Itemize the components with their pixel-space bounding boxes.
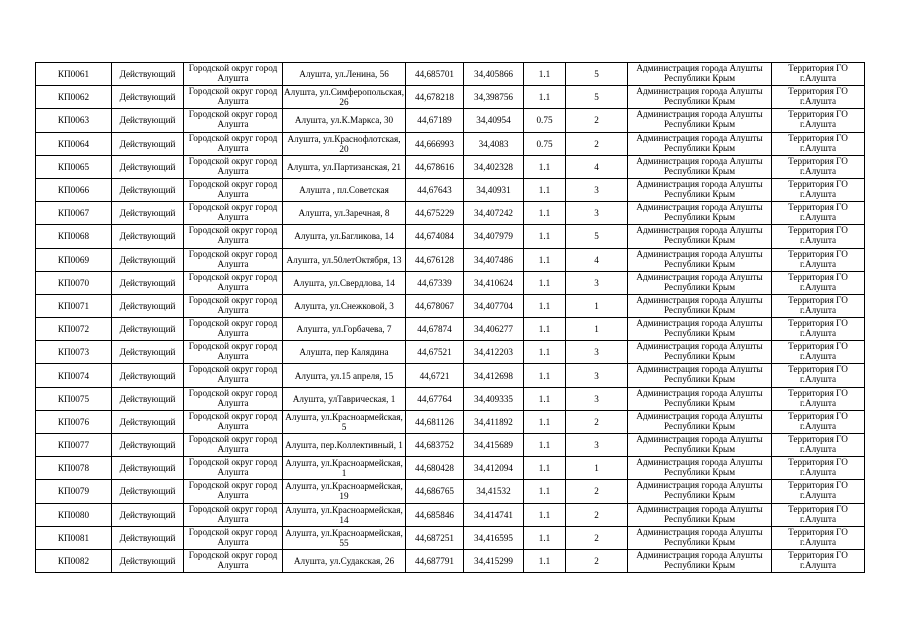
district-cell: Городской округ город Алушта xyxy=(184,202,283,225)
territory-cell: Территория ГО г.Алушта xyxy=(772,132,865,155)
district-cell: Городской округ город Алушта xyxy=(184,294,283,317)
status-cell: Действующий xyxy=(112,410,184,433)
container-count-cell: 2 xyxy=(566,109,628,132)
territory-cell: Территория ГО г.Алушта xyxy=(772,364,865,387)
latitude-cell: 44,666993 xyxy=(406,132,464,155)
container-count-cell: 1 xyxy=(566,457,628,480)
latitude-cell: 44,687251 xyxy=(406,526,464,549)
latitude-cell: 44,678067 xyxy=(406,294,464,317)
site-code-cell: КП0067 xyxy=(36,202,112,225)
table-row xyxy=(36,109,865,132)
owner-cell: Администрация города Алушты Республики Крым xyxy=(628,387,772,410)
table-row xyxy=(36,178,865,201)
container-volume-cell: 1.1 xyxy=(524,364,566,387)
district-cell: Городской округ город Алушта xyxy=(184,526,283,549)
table-row xyxy=(36,294,865,317)
container-count-cell: 3 xyxy=(566,341,628,364)
territory-cell: Территория ГО г.Алушта xyxy=(772,410,865,433)
site-code-cell: КП0069 xyxy=(36,248,112,271)
territory-cell: Территория ГО г.Алушта xyxy=(772,63,865,86)
latitude-cell: 44,67643 xyxy=(406,178,464,201)
longitude-cell: 34,40954 xyxy=(464,109,524,132)
site-code-cell: КП0073 xyxy=(36,341,112,364)
address-cell: Алушта, ул.Партизанская, 21 xyxy=(283,155,406,178)
container-count-cell: 3 xyxy=(566,202,628,225)
latitude-cell: 44,685846 xyxy=(406,503,464,526)
site-code-cell: КП0065 xyxy=(36,155,112,178)
longitude-cell: 34,412094 xyxy=(464,457,524,480)
site-code-cell: КП0066 xyxy=(36,178,112,201)
owner-cell: Администрация города Алушты Республики Крым xyxy=(628,364,772,387)
container-count-cell: 3 xyxy=(566,364,628,387)
address-cell: Алушта, ул.Свердлова, 14 xyxy=(283,271,406,294)
site-code-cell: КП0064 xyxy=(36,132,112,155)
site-code-cell: КП0062 xyxy=(36,86,112,109)
container-volume-cell: 1.1 xyxy=(524,178,566,201)
status-cell: Действующий xyxy=(112,526,184,549)
owner-cell: Администрация города Алушты Республики Крым xyxy=(628,109,772,132)
longitude-cell: 34,407704 xyxy=(464,294,524,317)
status-cell: Действующий xyxy=(112,457,184,480)
longitude-cell: 34,40931 xyxy=(464,178,524,201)
address-cell: Алушта, ул.15 апреля, 15 xyxy=(283,364,406,387)
container-count-cell: 2 xyxy=(566,549,628,572)
owner-cell: Администрация города Алушты Республики Крым xyxy=(628,434,772,457)
owner-cell: Администрация города Алушты Республики Крым xyxy=(628,341,772,364)
district-cell: Городской округ город Алушта xyxy=(184,341,283,364)
owner-cell: Администрация города Алушты Республики Крым xyxy=(628,480,772,503)
table-row xyxy=(36,86,865,109)
site-code-cell: КП0071 xyxy=(36,294,112,317)
district-cell: Городской округ город Алушта xyxy=(184,318,283,341)
longitude-cell: 34,412698 xyxy=(464,364,524,387)
territory-cell: Территория ГО г.Алушта xyxy=(772,294,865,317)
status-cell: Действующий xyxy=(112,132,184,155)
status-cell: Действующий xyxy=(112,503,184,526)
table-row xyxy=(36,225,865,248)
territory-cell: Территория ГО г.Алушта xyxy=(772,271,865,294)
longitude-cell: 34,415299 xyxy=(464,549,524,572)
address-cell: Алушта, ул.Горбачева, 7 xyxy=(283,318,406,341)
district-cell: Городской округ город Алушта xyxy=(184,86,283,109)
table-row xyxy=(36,248,865,271)
container-count-cell: 5 xyxy=(566,225,628,248)
status-cell: Действующий xyxy=(112,271,184,294)
district-cell: Городской округ город Алушта xyxy=(184,410,283,433)
status-cell: Действующий xyxy=(112,155,184,178)
status-cell: Действующий xyxy=(112,318,184,341)
address-cell: Алушта, ул.50летОктября, 13 xyxy=(283,248,406,271)
container-count-cell: 1 xyxy=(566,294,628,317)
longitude-cell: 34,410624 xyxy=(464,271,524,294)
table-row xyxy=(36,457,865,480)
status-cell: Действующий xyxy=(112,549,184,572)
territory-cell: Территория ГО г.Алушта xyxy=(772,318,865,341)
longitude-cell: 34,407979 xyxy=(464,225,524,248)
district-cell: Городской округ город Алушта xyxy=(184,434,283,457)
longitude-cell: 34,407486 xyxy=(464,248,524,271)
district-cell: Городской округ город Алушта xyxy=(184,248,283,271)
district-cell: Городской округ город Алушта xyxy=(184,155,283,178)
territory-cell: Территория ГО г.Алушта xyxy=(772,434,865,457)
district-cell: Городской округ город Алушта xyxy=(184,178,283,201)
container-volume-cell: 1.1 xyxy=(524,248,566,271)
table-row xyxy=(36,132,865,155)
address-cell: Алушта, ул.Красноармейская, 19 xyxy=(283,480,406,503)
longitude-cell: 34,409335 xyxy=(464,387,524,410)
latitude-cell: 44,678218 xyxy=(406,86,464,109)
container-count-cell: 2 xyxy=(566,132,628,155)
address-cell: Алушта, ул.Снежковой, 3 xyxy=(283,294,406,317)
district-cell: Городской округ город Алушта xyxy=(184,480,283,503)
table-row xyxy=(36,526,865,549)
site-code-cell: КП0080 xyxy=(36,503,112,526)
owner-cell: Администрация города Алушты Республики Крым xyxy=(628,526,772,549)
owner-cell: Администрация города Алушты Республики Крым xyxy=(628,86,772,109)
container-count-cell: 2 xyxy=(566,503,628,526)
container-volume-cell: 1.1 xyxy=(524,410,566,433)
owner-cell: Администрация города Алушты Республики Крым xyxy=(628,457,772,480)
container-volume-cell: 1.1 xyxy=(524,271,566,294)
owner-cell: Администрация города Алушты Республики Крым xyxy=(628,294,772,317)
latitude-cell: 44,67764 xyxy=(406,387,464,410)
latitude-cell: 44,6721 xyxy=(406,364,464,387)
table-row xyxy=(36,434,865,457)
site-code-cell: КП0078 xyxy=(36,457,112,480)
container-volume-cell: 1.1 xyxy=(524,318,566,341)
latitude-cell: 44,67521 xyxy=(406,341,464,364)
territory-cell: Территория ГО г.Алушта xyxy=(772,202,865,225)
owner-cell: Администрация города Алушты Республики Крым xyxy=(628,155,772,178)
address-cell: Алушта, ул.Ленина, 56 xyxy=(283,63,406,86)
latitude-cell: 44,687791 xyxy=(406,549,464,572)
container-sites-table xyxy=(35,62,865,573)
status-cell: Действующий xyxy=(112,225,184,248)
owner-cell: Администрация города Алушты Республики Крым xyxy=(628,63,772,86)
container-count-cell: 2 xyxy=(566,526,628,549)
container-volume-cell: 1.1 xyxy=(524,294,566,317)
district-cell: Городской округ город Алушта xyxy=(184,132,283,155)
owner-cell: Администрация города Алушты Республики Крым xyxy=(628,549,772,572)
container-count-cell: 3 xyxy=(566,434,628,457)
site-code-cell: КП0074 xyxy=(36,364,112,387)
container-volume-cell: 1.1 xyxy=(524,341,566,364)
latitude-cell: 44,680428 xyxy=(406,457,464,480)
site-code-cell: КП0081 xyxy=(36,526,112,549)
latitude-cell: 44,67339 xyxy=(406,271,464,294)
territory-cell: Территория ГО г.Алушта xyxy=(772,387,865,410)
latitude-cell: 44,676128 xyxy=(406,248,464,271)
owner-cell: Администрация города Алушты Республики Крым xyxy=(628,248,772,271)
longitude-cell: 34,406277 xyxy=(464,318,524,341)
address-cell: Алушта, улТаврическая, 1 xyxy=(283,387,406,410)
table-body xyxy=(36,63,865,573)
status-cell: Действующий xyxy=(112,434,184,457)
container-volume-cell: 0.75 xyxy=(524,132,566,155)
status-cell: Действующий xyxy=(112,341,184,364)
container-volume-cell: 1.1 xyxy=(524,480,566,503)
container-volume-cell: 1.1 xyxy=(524,434,566,457)
address-cell: Алушта, пер.Коллективный, 1 xyxy=(283,434,406,457)
container-volume-cell: 1.1 xyxy=(524,202,566,225)
container-volume-cell: 1.1 xyxy=(524,63,566,86)
latitude-cell: 44,675229 xyxy=(406,202,464,225)
address-cell: Алушта, ул.Красноармейская, 55 xyxy=(283,526,406,549)
longitude-cell: 34,407242 xyxy=(464,202,524,225)
latitude-cell: 44,683752 xyxy=(406,434,464,457)
container-count-cell: 1 xyxy=(566,318,628,341)
container-volume-cell: 1.1 xyxy=(524,86,566,109)
address-cell: Алушта , пл.Советская xyxy=(283,178,406,201)
district-cell: Городской округ город Алушта xyxy=(184,364,283,387)
site-code-cell: КП0061 xyxy=(36,63,112,86)
longitude-cell: 34,41532 xyxy=(464,480,524,503)
container-volume-cell: 1.1 xyxy=(524,155,566,178)
status-cell: Действующий xyxy=(112,248,184,271)
container-count-cell: 3 xyxy=(566,271,628,294)
container-count-cell: 5 xyxy=(566,63,628,86)
table-row xyxy=(36,341,865,364)
table-row xyxy=(36,480,865,503)
owner-cell: Администрация города Алушты Республики Крым xyxy=(628,271,772,294)
district-cell: Городской округ город Алушта xyxy=(184,387,283,410)
status-cell: Действующий xyxy=(112,480,184,503)
territory-cell: Территория ГО г.Алушта xyxy=(772,155,865,178)
container-count-cell: 2 xyxy=(566,480,628,503)
site-code-cell: КП0076 xyxy=(36,410,112,433)
status-cell: Действующий xyxy=(112,294,184,317)
longitude-cell: 34,402328 xyxy=(464,155,524,178)
address-cell: Алушта, ул.Красноармейская, 1 xyxy=(283,457,406,480)
longitude-cell: 34,405866 xyxy=(464,63,524,86)
address-cell: Алушта, ул.Красноармейская, 5 xyxy=(283,410,406,433)
site-code-cell: КП0077 xyxy=(36,434,112,457)
address-cell: Алушта, ул.Заречная, 8 xyxy=(283,202,406,225)
district-cell: Городской округ город Алушта xyxy=(184,225,283,248)
container-count-cell: 5 xyxy=(566,86,628,109)
territory-cell: Территория ГО г.Алушта xyxy=(772,225,865,248)
district-cell: Городской округ город Алушта xyxy=(184,63,283,86)
owner-cell: Администрация города Алушты Республики Крым xyxy=(628,178,772,201)
district-cell: Городской округ город Алушта xyxy=(184,109,283,132)
district-cell: Городской округ город Алушта xyxy=(184,549,283,572)
territory-cell: Территория ГО г.Алушта xyxy=(772,248,865,271)
longitude-cell: 34,416595 xyxy=(464,526,524,549)
container-volume-cell: 1.1 xyxy=(524,457,566,480)
container-count-cell: 3 xyxy=(566,387,628,410)
latitude-cell: 44,67189 xyxy=(406,109,464,132)
table-row xyxy=(36,155,865,178)
status-cell: Действующий xyxy=(112,178,184,201)
table-row xyxy=(36,63,865,86)
site-code-cell: КП0075 xyxy=(36,387,112,410)
address-cell: Алушта, ул.Багликова, 14 xyxy=(283,225,406,248)
territory-cell: Территория ГО г.Алушта xyxy=(772,457,865,480)
container-count-cell: 4 xyxy=(566,155,628,178)
table-row xyxy=(36,387,865,410)
longitude-cell: 34,415689 xyxy=(464,434,524,457)
longitude-cell: 34,412203 xyxy=(464,341,524,364)
container-volume-cell: 1.1 xyxy=(524,526,566,549)
territory-cell: Территория ГО г.Алушта xyxy=(772,503,865,526)
table-row xyxy=(36,549,865,572)
owner-cell: Администрация города Алушты Республики Крым xyxy=(628,503,772,526)
table-row xyxy=(36,202,865,225)
site-code-cell: КП0082 xyxy=(36,549,112,572)
district-cell: Городской округ город Алушта xyxy=(184,503,283,526)
address-cell: Алушта, ул.Красноармейская, 14 xyxy=(283,503,406,526)
latitude-cell: 44,686765 xyxy=(406,480,464,503)
container-count-cell: 4 xyxy=(566,248,628,271)
latitude-cell: 44,681126 xyxy=(406,410,464,433)
latitude-cell: 44,685701 xyxy=(406,63,464,86)
status-cell: Действующий xyxy=(112,387,184,410)
site-code-cell: КП0070 xyxy=(36,271,112,294)
district-cell: Городской округ город Алушта xyxy=(184,457,283,480)
address-cell: Алушта, ул.Краснофлотская, 20 xyxy=(283,132,406,155)
container-count-cell: 2 xyxy=(566,410,628,433)
address-cell: Алушта, ул.К.Маркса, 30 xyxy=(283,109,406,132)
status-cell: Действующий xyxy=(112,109,184,132)
site-code-cell: КП0072 xyxy=(36,318,112,341)
table-row xyxy=(36,503,865,526)
latitude-cell: 44,678616 xyxy=(406,155,464,178)
container-volume-cell: 1.1 xyxy=(524,225,566,248)
owner-cell: Администрация города Алушты Республики Крым xyxy=(628,410,772,433)
address-cell: Алушта, ул.Судакская, 26 xyxy=(283,549,406,572)
territory-cell: Территория ГО г.Алушта xyxy=(772,526,865,549)
site-code-cell: КП0079 xyxy=(36,480,112,503)
longitude-cell: 34,398756 xyxy=(464,86,524,109)
table-row xyxy=(36,410,865,433)
container-volume-cell: 0.75 xyxy=(524,109,566,132)
district-cell: Городской округ город Алушта xyxy=(184,271,283,294)
longitude-cell: 34,411892 xyxy=(464,410,524,433)
container-volume-cell: 1.1 xyxy=(524,503,566,526)
status-cell: Действующий xyxy=(112,202,184,225)
territory-cell: Территория ГО г.Алушта xyxy=(772,549,865,572)
owner-cell: Администрация города Алушты Республики Крым xyxy=(628,318,772,341)
owner-cell: Администрация города Алушты Республики Крым xyxy=(628,225,772,248)
longitude-cell: 34,414741 xyxy=(464,503,524,526)
table-row xyxy=(36,364,865,387)
territory-cell: Территория ГО г.Алушта xyxy=(772,86,865,109)
latitude-cell: 44,674084 xyxy=(406,225,464,248)
owner-cell: Администрация города Алушты Республики Крым xyxy=(628,132,772,155)
address-cell: Алушта, пер Калядина xyxy=(283,341,406,364)
table-row xyxy=(36,318,865,341)
site-code-cell: КП0068 xyxy=(36,225,112,248)
territory-cell: Территория ГО г.Алушта xyxy=(772,480,865,503)
table-row xyxy=(36,271,865,294)
status-cell: Действующий xyxy=(112,86,184,109)
territory-cell: Территория ГО г.Алушта xyxy=(772,109,865,132)
container-volume-cell: 1.1 xyxy=(524,387,566,410)
territory-cell: Территория ГО г.Алушта xyxy=(772,178,865,201)
longitude-cell: 34,4083 xyxy=(464,132,524,155)
site-code-cell: КП0063 xyxy=(36,109,112,132)
latitude-cell: 44,67874 xyxy=(406,318,464,341)
owner-cell: Администрация города Алушты Республики Крым xyxy=(628,202,772,225)
container-count-cell: 3 xyxy=(566,178,628,201)
container-volume-cell: 1.1 xyxy=(524,549,566,572)
status-cell: Действующий xyxy=(112,63,184,86)
territory-cell: Территория ГО г.Алушта xyxy=(772,341,865,364)
status-cell: Действующий xyxy=(112,364,184,387)
address-cell: Алушта, ул.Симферопольская, 26 xyxy=(284,87,405,108)
